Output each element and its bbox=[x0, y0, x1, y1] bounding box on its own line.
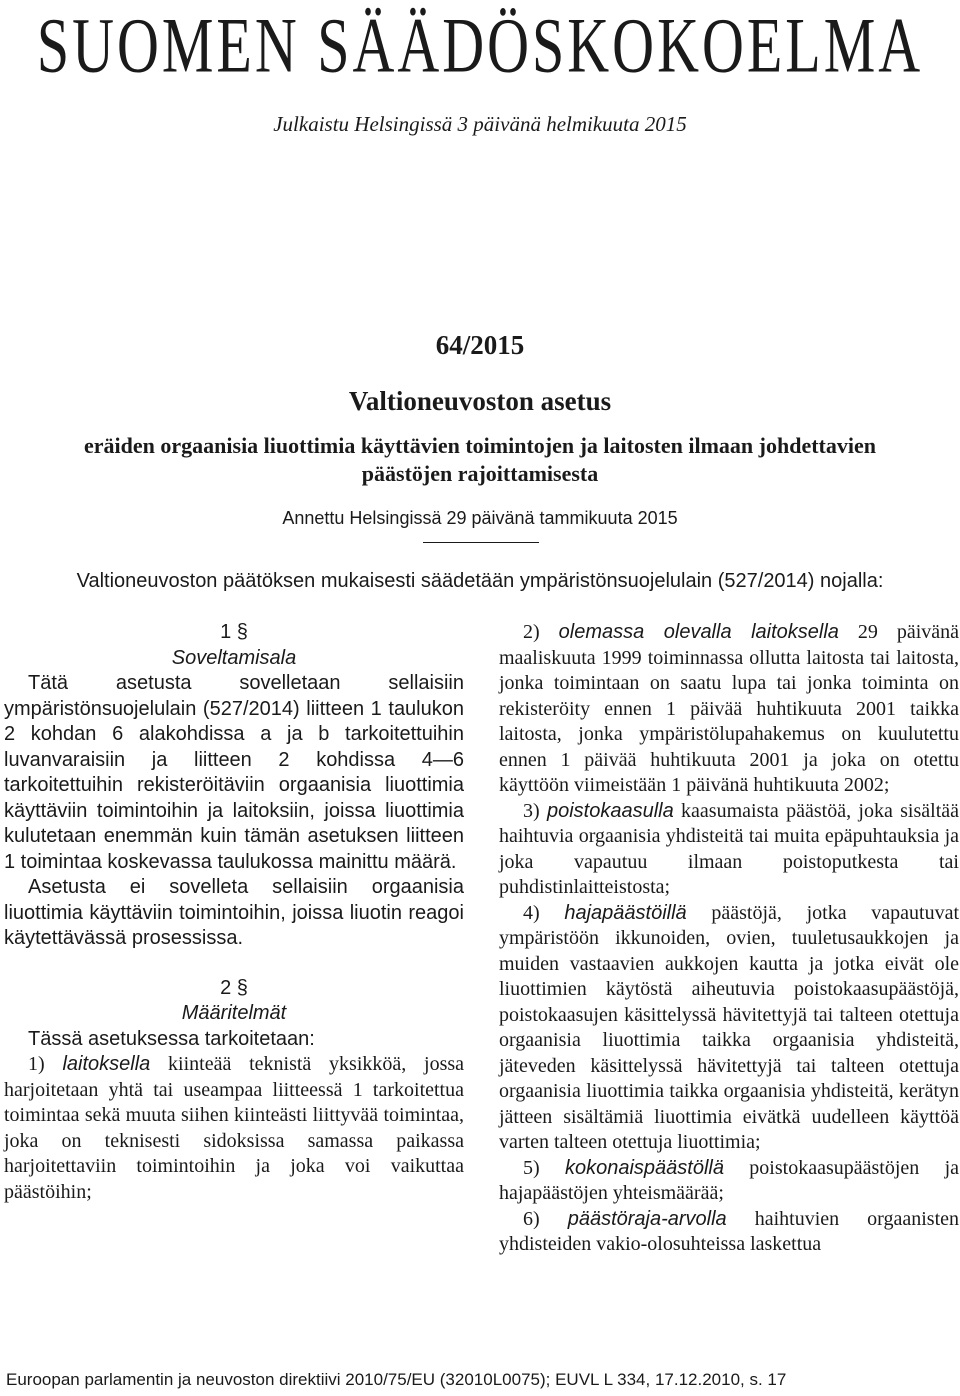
definition-number: 2) bbox=[523, 621, 540, 643]
right-column bbox=[499, 620, 959, 1258]
act-subtitle-line2: päästöjen rajoittamisesta bbox=[361, 461, 599, 486]
definition-number: 4) bbox=[523, 901, 540, 924]
definition-text: haihtuvien orgaanisten yhdisteiden vakio-olosuhteissa laskettua bbox=[499, 1207, 959, 1255]
definition-item bbox=[4, 1052, 464, 1205]
definition-number: 5) bbox=[523, 1156, 540, 1179]
definition-item bbox=[499, 620, 959, 799]
definition-text: poistokaasupäästöjen ja hajapäästöjen yhteismäärää; bbox=[499, 1156, 959, 1204]
act-title: Valtioneuvoston asetus bbox=[348, 386, 612, 416]
definition-term: poistokaasulla bbox=[546, 799, 674, 822]
section-2-heading: Määritelmät bbox=[181, 1002, 287, 1024]
definition-number: 6) bbox=[523, 1207, 540, 1230]
section-1-paragraph-1: Tätä asetusta sovelletaan sellaisiin ympäristönsuojelulain (527/2014) liitteen 1 taulukon 2 kohdan 6 alakohdissa a ja b tarkoitettuihin luvanvaraisiin ja liitteen 2 kohdissa 4—6 tarkoitettuihin rekisteröitäviin orgaanisia liuottimia käyttäviin toimintoihin ja laitoksiin, joissa liuottimia kulutetaan enemmän kuin tämän asetuksen liitteen 1 toimintaa koskevassa taulukossa mainittu määrä. bbox=[4, 672, 464, 873]
publication-date: Julkaistu Helsingissä 3 päivänä helmikuuta 2015 bbox=[273, 112, 687, 136]
footnote: Euroopan parlamentin ja neuvoston direktiivi 2010/75/EU (32010L0075); EUVL L 334, 17.12.2010, s. 17 bbox=[6, 1370, 787, 1389]
act-number: 64/2015 bbox=[435, 330, 525, 360]
definition-text: 29 päivänä maaliskuuta 1999 toiminnassa ollutta laitosta tai laitosta, jonka toimintaan on saatu lupa tai jonka toiminta on rekisteröity ennen 1 päivää huhtikuuta 2001 taikka laitosta, jonka ympäristölupahakemus on kuulutettu ennen 1 päivää huhtikuuta 2001 ja joka on otettu käyttöön viimeistään 1 päivänä huhtikuuta 2002; bbox=[499, 621, 960, 796]
definition-term: kokonaispäästöllä bbox=[564, 1156, 724, 1179]
left-column bbox=[4, 620, 464, 1205]
definition-text: kaasumaista päästöä, joka sisältää haihtuvia orgaanisia yhdisteitä tai muita epäpuhtauksia ja joka vapautuu ilmaan poistoputkesta tai puhdistinlaitteistosta; bbox=[499, 799, 959, 898]
act-subtitle bbox=[0, 432, 960, 488]
definition-item bbox=[499, 1207, 959, 1258]
definition-term: hajapäästöillä bbox=[564, 901, 687, 924]
definition-text: kiinteää teknistä yksikköä, jossa harjoitetaan yhtä tai useampaa liitteessä 1 tarkoitettua toimintaa sekä muuta siihen kiinteästi liittyvää toimintaa, joka on teknisesti sidoksissa samassa paikassa harjoitettaviin toimintoihin ja joka voi vaikuttaa päästöihin; bbox=[4, 1053, 465, 1203]
definition-item bbox=[499, 901, 959, 1156]
definition-term: päästöraja-arvolla bbox=[567, 1207, 727, 1230]
act-subtitle-line1: eräiden orgaanisia liuottimia käyttävien toimintojen ja laitosten ilmaan johdettavien bbox=[84, 433, 876, 458]
definition-term: olemassa olevalla laitoksella bbox=[558, 621, 839, 643]
section-1-heading: Soveltamisala bbox=[171, 646, 297, 669]
definition-item bbox=[499, 1156, 959, 1207]
definition-text: päästöjä, jotka vapautuvat ympäristöön ikkunoiden, ovien, tuuletusaukkojen ja muiden vastaavien aukkojen kautta ja jotka eivät ole liuottimien käytöstä aiheutuvia poistokaasupäästöjä, poistokaasujen käsittelyssä hävitettyjä tai talteen otettuja orgaanisia liuottimia taikka orgaanisia yhdisteitä, jäteveden käsittelyssä hävitettyjä tai talteen otettuja orgaanisia liuottimia taikka orgaanisia yhdisteitä, kerätyn jätteen sisältämiä liuottimia eivätkä uudelleen käyttöä varten talteen otettuja liuottimia; bbox=[499, 901, 960, 1153]
definition-item bbox=[499, 799, 959, 901]
section-1-number: 1 § bbox=[220, 621, 248, 643]
definition-number: 3) bbox=[523, 799, 540, 822]
section-2-intro: Tässä asetuksessa tarkoitetaan: bbox=[28, 1027, 315, 1050]
definition-number: 1) bbox=[28, 1053, 45, 1075]
preamble: Valtioneuvoston päätöksen mukaisesti säädetään ympäristönsuojelulain (527/2014) nojalla: bbox=[76, 570, 884, 592]
masthead: SUOMEN SÄÄDÖSKOKOELMA bbox=[36, 1, 924, 90]
section-2-number: 2 § bbox=[220, 976, 248, 999]
definition-term: laitoksella bbox=[62, 1053, 151, 1075]
section-1-paragraph-2: Asetusta ei sovelleta sellaisiin orgaanisia liuottimia käyttäviin toimintoihin, joissa liuotin reagoi käytettävässä prosessissa. bbox=[4, 876, 464, 949]
divider bbox=[423, 542, 539, 543]
given-date: Annettu Helsingissä 29 päivänä tammikuuta 2015 bbox=[282, 508, 678, 528]
